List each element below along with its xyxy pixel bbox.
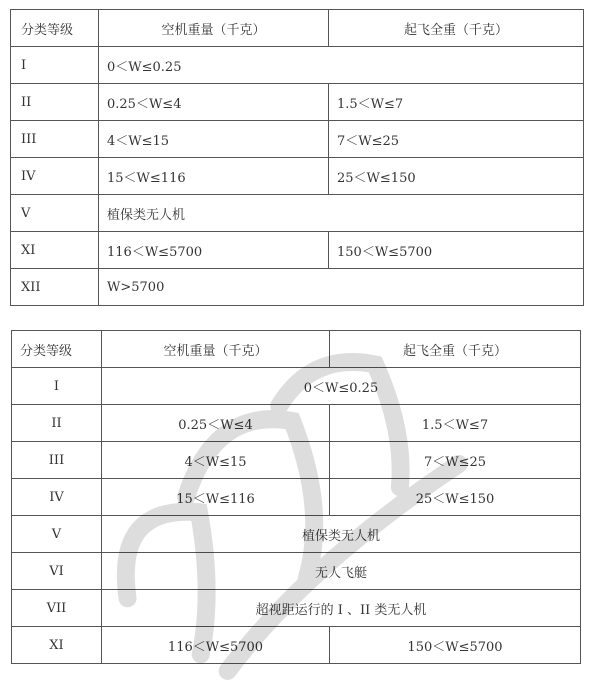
weight-cell: 无人飞艇 xyxy=(102,553,581,590)
class-cell: VII xyxy=(12,590,102,627)
takeoff-weight-cell: 25＜W≤150 xyxy=(329,158,584,195)
empty-weight-cell: 15＜W≤116 xyxy=(102,479,330,516)
empty-weight-cell: 0.25＜W≤4 xyxy=(102,405,330,442)
header-takeoff-weight: 起飞全重（千克） xyxy=(330,331,581,368)
table-row xyxy=(12,368,581,405)
takeoff-weight-cell: 7＜W≤25 xyxy=(329,121,584,158)
weight-cell: W>5700 xyxy=(99,269,584,306)
weight-cell: 0＜W≤0.25 xyxy=(102,368,581,405)
table-row xyxy=(11,232,584,269)
classification-table-bottom xyxy=(11,330,581,664)
weight-cell: 超视距运行的 I 、II 类无人机 xyxy=(102,590,581,627)
table-row xyxy=(11,195,584,232)
class-cell: XI xyxy=(12,627,102,664)
table-row xyxy=(12,553,581,590)
header-empty-weight: 空机重量（千克） xyxy=(99,10,329,47)
class-cell: III xyxy=(12,442,102,479)
class-cell: II xyxy=(12,405,102,442)
takeoff-weight-cell: 1.5＜W≤7 xyxy=(329,84,584,121)
takeoff-weight-cell: 150＜W≤5700 xyxy=(329,232,584,269)
empty-weight-cell: 0.25＜W≤4 xyxy=(99,84,329,121)
empty-weight-cell: 116＜W≤5700 xyxy=(99,232,329,269)
table-row xyxy=(12,627,581,664)
table-row xyxy=(12,442,581,479)
class-cell: V xyxy=(11,195,99,232)
takeoff-weight-cell: 150＜W≤5700 xyxy=(330,627,581,664)
takeoff-weight-cell: 7＜W≤25 xyxy=(330,442,581,479)
class-cell: I xyxy=(12,368,102,405)
class-cell: III xyxy=(11,121,99,158)
classification-table-top xyxy=(10,9,584,306)
table-row xyxy=(11,158,584,195)
empty-weight-cell: 4＜W≤15 xyxy=(102,442,330,479)
table-row xyxy=(11,84,584,121)
table-header-row xyxy=(11,10,584,47)
header-class: 分类等级 xyxy=(12,331,102,368)
weight-cell: 植保类无人机 xyxy=(99,195,584,232)
table-row xyxy=(11,269,584,306)
header-empty-weight: 空机重量（千克） xyxy=(102,331,330,368)
table-row xyxy=(11,47,584,84)
table-header-row xyxy=(12,331,581,368)
table-row xyxy=(12,405,581,442)
class-cell: VI xyxy=(12,553,102,590)
class-cell: XI xyxy=(11,232,99,269)
table-row xyxy=(12,479,581,516)
class-cell: II xyxy=(11,84,99,121)
table-row xyxy=(11,121,584,158)
takeoff-weight-cell: 1.5＜W≤7 xyxy=(330,405,581,442)
table-row xyxy=(12,590,581,627)
header-takeoff-weight: 起飞全重（千克） xyxy=(329,10,584,47)
class-cell: I xyxy=(11,47,99,84)
takeoff-weight-cell: 25＜W≤150 xyxy=(330,479,581,516)
empty-weight-cell: 116＜W≤5700 xyxy=(102,627,330,664)
table-row xyxy=(12,516,581,553)
weight-cell: 植保类无人机 xyxy=(102,516,581,553)
header-class: 分类等级 xyxy=(11,10,99,47)
weight-cell: 0＜W≤0.25 xyxy=(99,47,584,84)
class-cell: IV xyxy=(11,158,99,195)
empty-weight-cell: 15＜W≤116 xyxy=(99,158,329,195)
class-cell: V xyxy=(12,516,102,553)
empty-weight-cell: 4＜W≤15 xyxy=(99,121,329,158)
class-cell: IV xyxy=(12,479,102,516)
class-cell: XII xyxy=(11,269,99,306)
